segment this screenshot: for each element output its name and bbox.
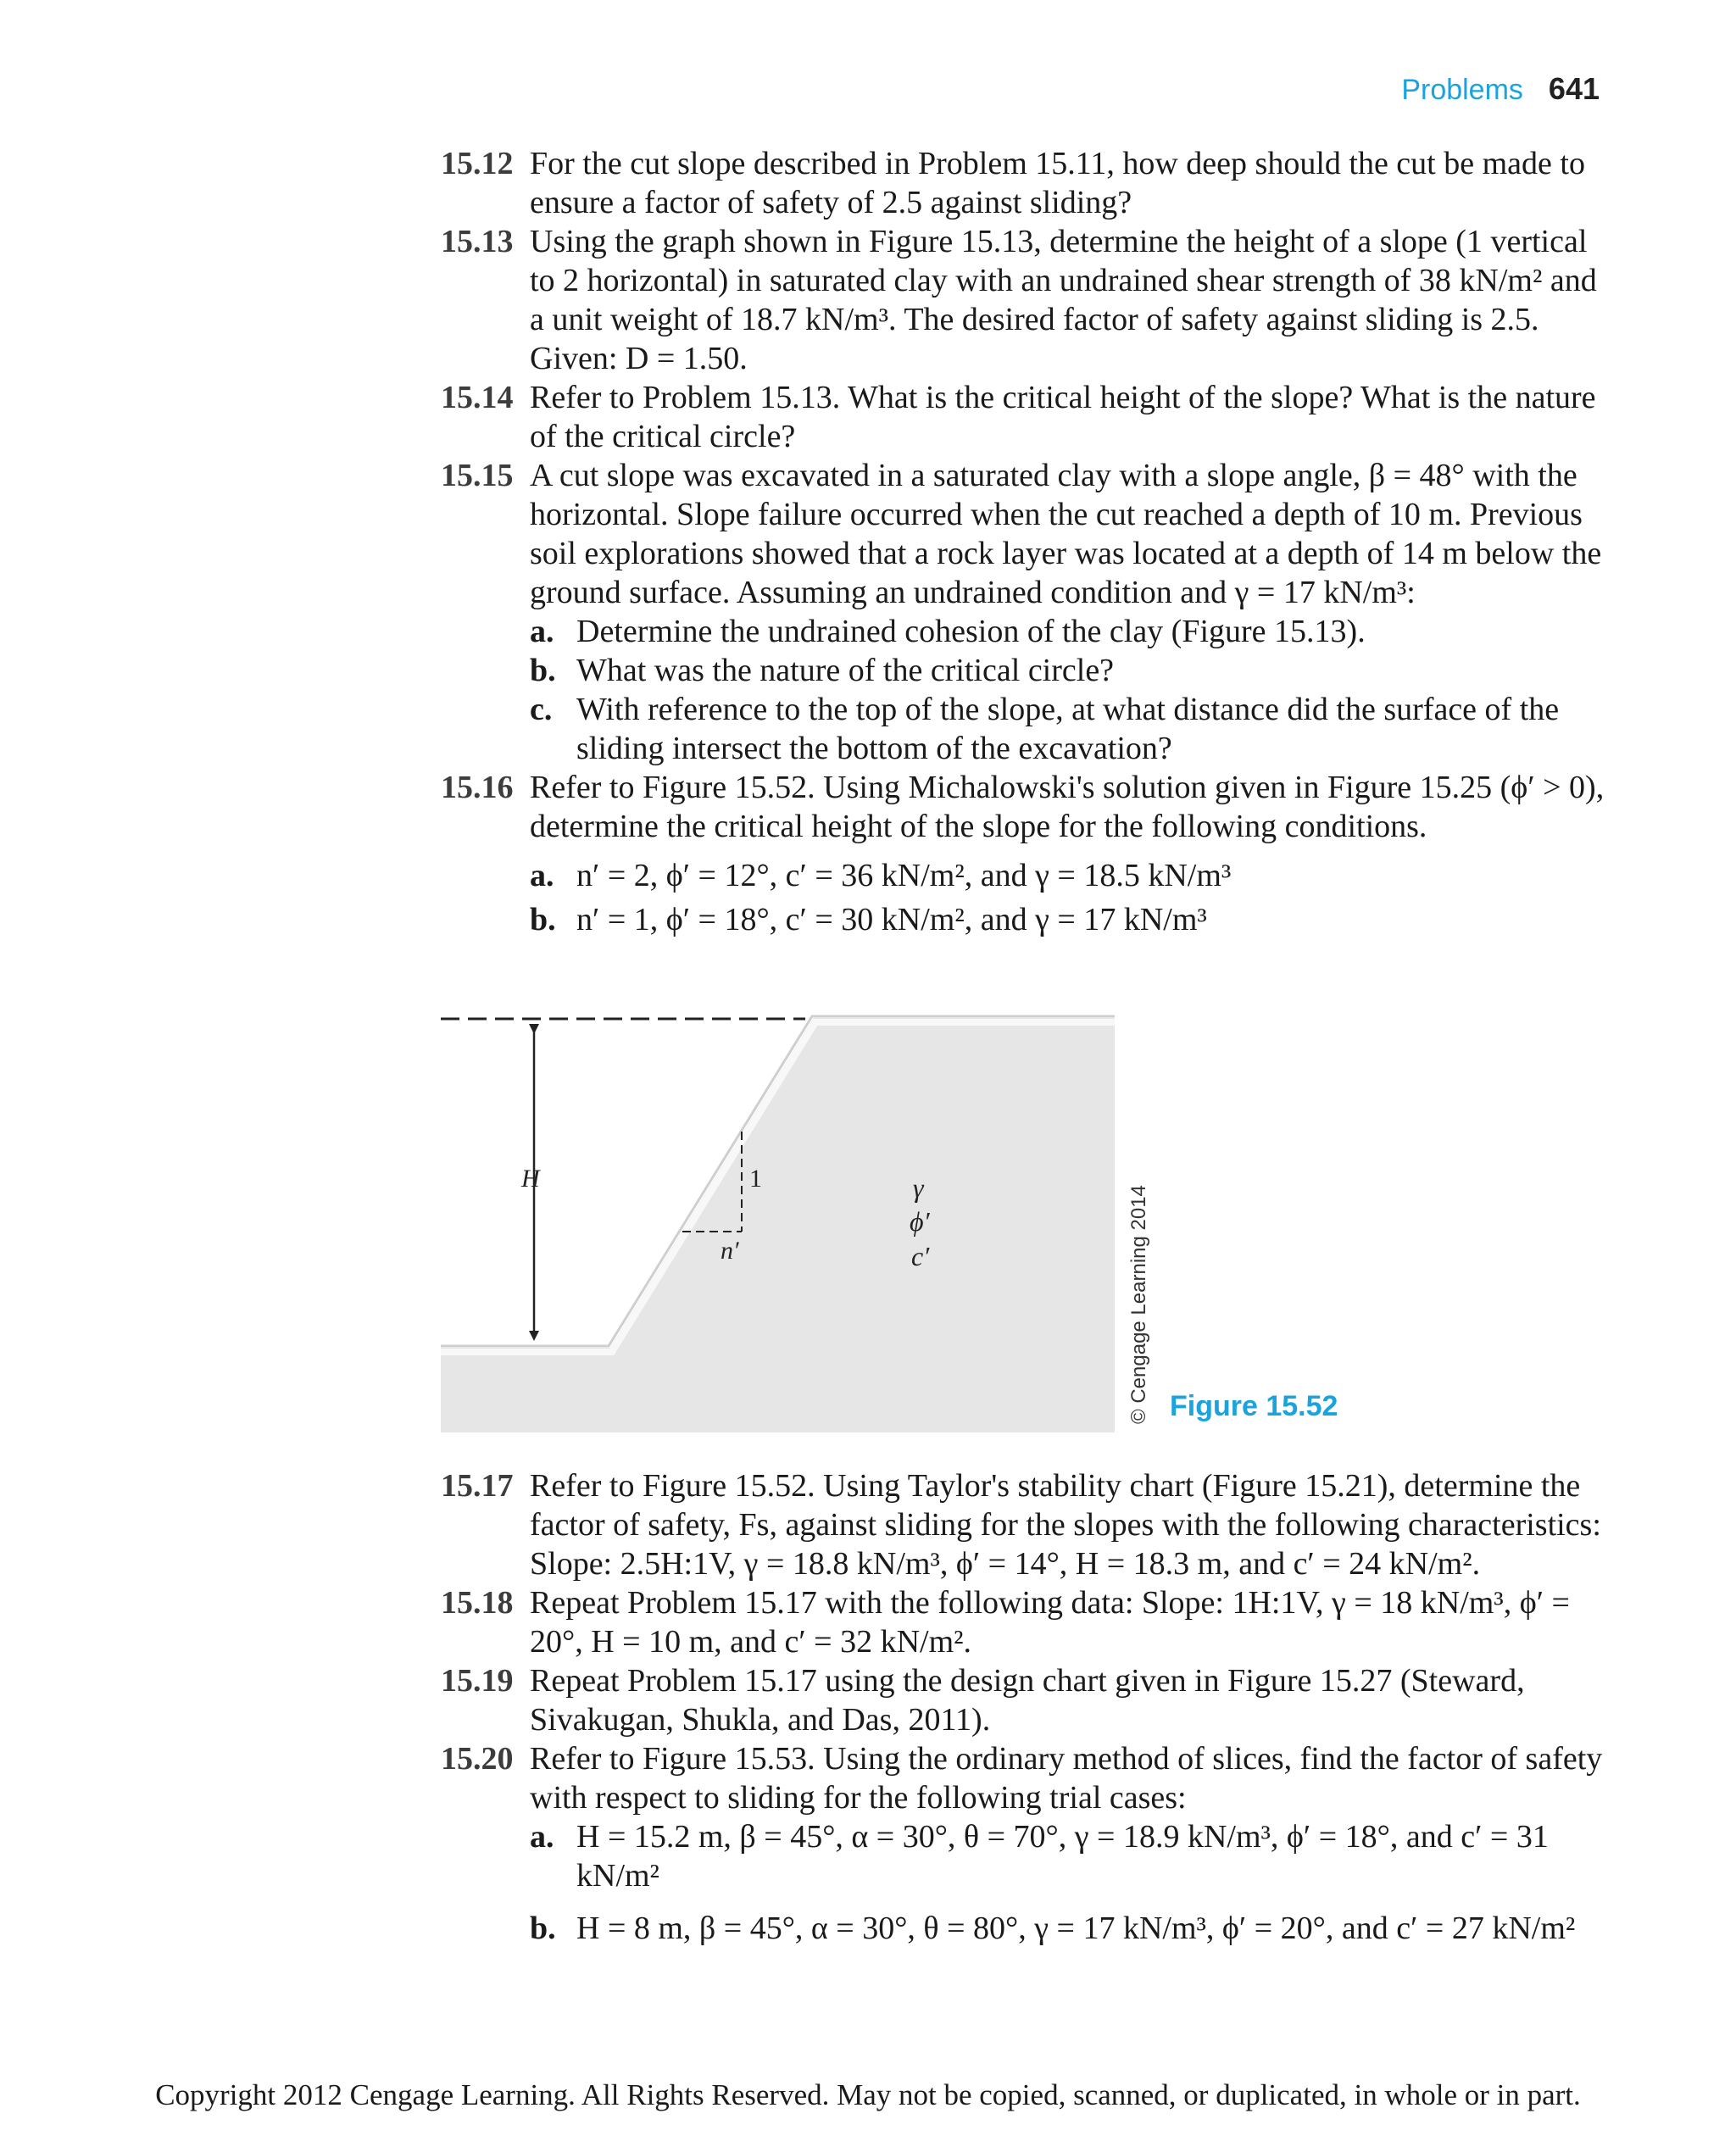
problem-15-20 bbox=[441, 1739, 1606, 1948]
subpart-label: c. bbox=[530, 692, 553, 727]
figure-15-52 bbox=[437, 1009, 1454, 1441]
subpart-label: a. bbox=[530, 858, 554, 893]
problem-15-15 bbox=[441, 456, 1606, 768]
figure-caption: Figure 15.52 bbox=[1170, 1390, 1338, 1422]
problem-number: 15.16 bbox=[441, 770, 514, 805]
problem-15-18 bbox=[441, 1583, 1606, 1661]
problem-body bbox=[530, 768, 1606, 939]
subpart-text: What was the nature of the critical circle? bbox=[576, 653, 1115, 688]
height-label: H bbox=[521, 1165, 540, 1193]
subpart-text: n′ = 1, ϕ′ = 18°, c′ = 30 kN/m², and γ = 17 kN/m³ bbox=[576, 902, 1207, 937]
subpart-a bbox=[530, 856, 1606, 895]
problem-text: A cut slope was excavated in a saturated clay with a slope angle, β = 48° with the horizontal. Slope failure occurred when the cut reached a depth of 10 m. Previous soil explorations showed that a rock layer was located at a depth of 14 m below the ground surface. Assuming an undrained condition and γ = 17 kN/m³: bbox=[530, 458, 1602, 610]
problem-body bbox=[530, 456, 1606, 768]
problem-15-13 bbox=[441, 222, 1606, 378]
problem-text: Refer to Problem 15.13. What is the critical height of the slope? What is the nature of the critical circle? bbox=[530, 380, 1596, 454]
problem-text: Refer to Figure 15.53. Using the ordinary method of slices, find the factor of safety with respect to sliding for the following trial cases: bbox=[530, 1741, 1603, 1816]
problem-text: Refer to Figure 15.52. Using Michalowski's solution given in Figure 15.25 (ϕ′ > 0), determine the critical height of the slope for the following conditions. bbox=[530, 770, 1605, 844]
problem-15-19 bbox=[441, 1661, 1606, 1739]
rise-label: 1 bbox=[749, 1165, 762, 1193]
problem-text: Repeat Problem 15.17 using the design chart given in Figure 15.27 (Steward, Sivakugan, Shukla, and Das, 2011). bbox=[530, 1663, 1525, 1738]
problem-body bbox=[530, 1739, 1606, 1948]
problem-text: Refer to Figure 15.52. Using Taylor's stability chart (Figure 15.21), determine the factor of safety, Fs, against sliding for the slopes with the following characteristics: Slope: 2.5H:1V, γ = 18.8 kN/m³, ϕ′ = 14°, H = 18.3 m, and c′ = 24 kN/m². bbox=[530, 1468, 1601, 1582]
subpart-b bbox=[530, 1909, 1606, 1948]
problem-number: 15.20 bbox=[441, 1741, 514, 1777]
copyright-footer: Copyright 2012 Cengage Learning. All Rights Reserved. May not be copied, scanned, or duplicated, in whole or in part. bbox=[155, 2078, 1581, 2111]
problem-15-14 bbox=[441, 378, 1606, 456]
subpart-text: H = 15.2 m, β = 45°, α = 30°, θ = 70°, γ = 18.9 kN/m³, ϕ′ = 18°, and c′ = 31 kN/m² bbox=[576, 1819, 1549, 1894]
problem-15-17 bbox=[441, 1466, 1606, 1583]
problem-number: 15.17 bbox=[441, 1468, 514, 1504]
subpart-text: Determine the undrained cohesion of the clay (Figure 15.13). bbox=[576, 614, 1366, 649]
header-section-title: Problems bbox=[1401, 74, 1523, 106]
subpart-a bbox=[530, 612, 1606, 651]
page-number: 641 bbox=[1548, 71, 1600, 106]
subpart-label: a. bbox=[530, 614, 554, 649]
problem-15-12 bbox=[441, 144, 1606, 222]
subpart-label: b. bbox=[530, 902, 556, 937]
problem-number: 15.18 bbox=[441, 1585, 514, 1621]
subpart-b bbox=[530, 651, 1606, 690]
friction-angle-label: ϕ′ bbox=[910, 1206, 930, 1237]
subpart-label: a. bbox=[530, 1819, 554, 1855]
problems-block-top bbox=[441, 144, 1606, 939]
cohesion-label: c′ bbox=[911, 1241, 930, 1271]
subpart-text: H = 8 m, β = 45°, α = 30°, θ = 80°, γ = 17 kN/m³, ϕ′ = 20°, and c′ = 27 kN/m² bbox=[576, 1911, 1576, 1946]
figure-credit: © Cengage Learning 2014 bbox=[1127, 1185, 1150, 1424]
problem-text: Using the graph shown in Figure 15.13, determine the height of a slope (1 vertical to 2 horizontal) in saturated clay with an undrained shear strength of 38 kN/m² and a unit weight of 18.7 kN/m³. The desired factor of safety against sliding is 2.5. Given: D = 1.50. bbox=[530, 224, 1597, 376]
subpart-label: b. bbox=[530, 653, 556, 688]
subpart-a bbox=[530, 1817, 1606, 1895]
subpart-text: n′ = 2, ϕ′ = 12°, c′ = 36 kN/m², and γ = 18.5 kN/m³ bbox=[576, 858, 1232, 893]
subpart-c bbox=[530, 690, 1606, 768]
problem-number: 15.19 bbox=[441, 1663, 514, 1699]
problems-block-bottom bbox=[441, 1466, 1606, 1948]
subpart-label: b. bbox=[530, 1911, 556, 1946]
problem-number: 15.13 bbox=[441, 224, 514, 259]
problem-number: 15.15 bbox=[441, 458, 514, 493]
slope-diagram bbox=[437, 1009, 1454, 1441]
subpart-text: With reference to the top of the slope, at what distance did the surface of the sliding intersect the bottom of the excavation? bbox=[576, 692, 1560, 766]
unit-weight-label: γ bbox=[913, 1172, 924, 1203]
running-header bbox=[1401, 71, 1600, 107]
problem-number: 15.14 bbox=[441, 380, 514, 415]
run-label: n′ bbox=[721, 1237, 739, 1265]
problem-text: For the cut slope described in Problem 15.11, how deep should the cut be made to ensure a factor of safety of 2.5 against sliding? bbox=[530, 146, 1585, 220]
problem-number: 15.12 bbox=[441, 146, 514, 181]
problem-text: Repeat Problem 15.17 with the following data: Slope: 1H:1V, γ = 18 kN/m³, ϕ′ = 20°, H = 10 m, and c′ = 32 kN/m². bbox=[530, 1585, 1570, 1660]
subpart-b bbox=[530, 900, 1606, 939]
problem-15-16 bbox=[441, 768, 1606, 939]
